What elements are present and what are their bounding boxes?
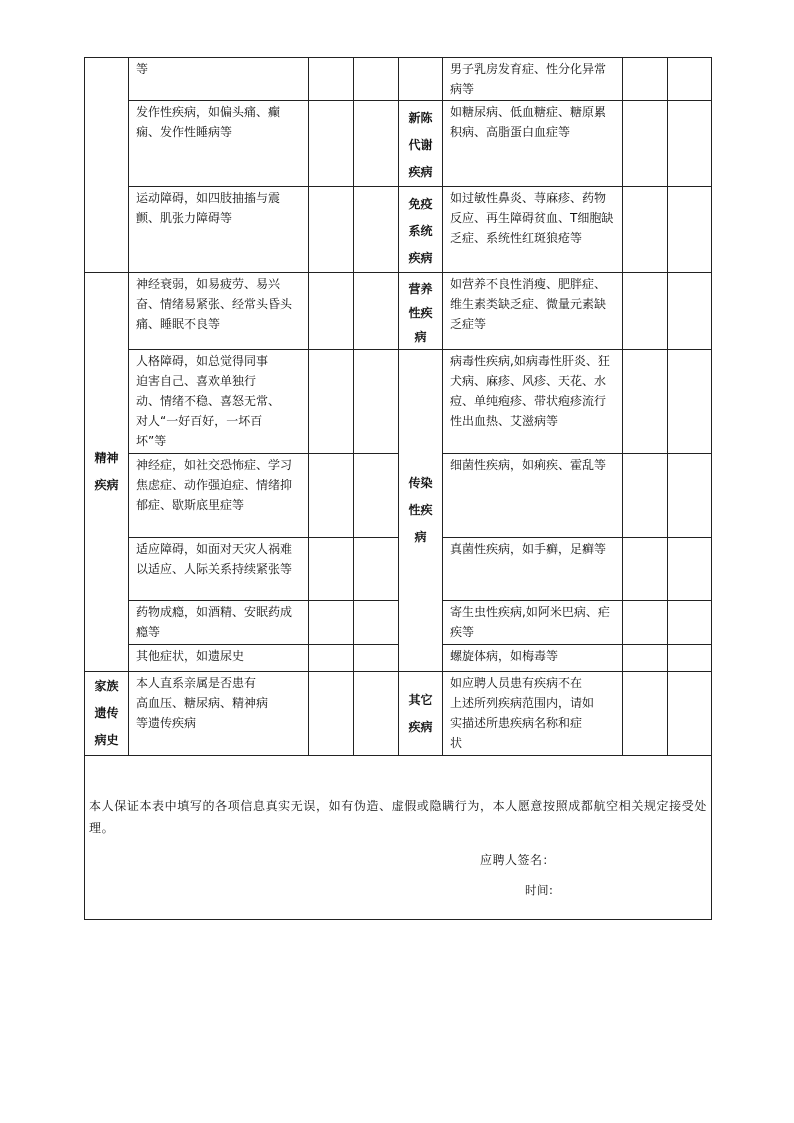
yes-checkbox-cell[interactable] bbox=[309, 454, 354, 538]
date-label: 时间: bbox=[525, 883, 554, 897]
no-checkbox-cell[interactable] bbox=[354, 101, 399, 187]
condition-cell: 适应障碍，如面对天灾人祸难以适应、人际关系持续紧张等 bbox=[129, 538, 309, 601]
category-cell-continued bbox=[85, 58, 129, 273]
condition-cell: 人格障碍，如总觉得同事 迫害自己、喜欢单独行 动、情绪不稳、喜怒无常、 对人“一好百好，一坏百 坏”等 bbox=[129, 350, 309, 454]
table-row bbox=[85, 672, 712, 756]
table-row bbox=[85, 101, 712, 187]
no-checkbox-cell[interactable] bbox=[354, 645, 399, 672]
category-immune: 免疫系统疾病 bbox=[399, 187, 443, 273]
no-checkbox-cell[interactable] bbox=[668, 187, 712, 273]
yes-checkbox-cell[interactable] bbox=[623, 273, 668, 350]
condition-cell: 如糖尿病、低血糖症、糖原累积病、高脂蛋白血症等 bbox=[443, 101, 623, 187]
category-family-history bbox=[85, 672, 129, 756]
condition-cell: 真菌性疾病，如手癣，足癣等 bbox=[443, 538, 623, 601]
no-checkbox-cell[interactable] bbox=[354, 58, 399, 101]
no-checkbox-cell[interactable] bbox=[354, 538, 399, 601]
yes-checkbox-cell[interactable] bbox=[623, 187, 668, 273]
condition-cell: 发作性疾病，如偏头痛、癫痫、发作性睡病等 bbox=[129, 101, 309, 187]
health-declaration-table bbox=[84, 57, 712, 920]
yes-checkbox-cell[interactable] bbox=[309, 273, 354, 350]
condition-cell: 螺旋体病，如梅毒等 bbox=[443, 645, 623, 672]
yes-checkbox-cell[interactable] bbox=[623, 672, 668, 756]
category-other bbox=[399, 672, 443, 756]
yes-checkbox-cell[interactable] bbox=[309, 101, 354, 187]
declaration-row bbox=[85, 756, 712, 920]
condition-cell: 神经症，如社交恐怖症、学习焦虑症、动作强迫症、情绪抑郁症、歇斯底里症等 bbox=[129, 454, 309, 538]
no-checkbox-cell[interactable] bbox=[354, 601, 399, 645]
yes-checkbox-cell[interactable] bbox=[623, 645, 668, 672]
declaration-text: 本人保证本表中填写的各项信息真实无误，如有伪造、虚假或隐瞒行为，本人愿意按照成都航空相关规定接受处理。 bbox=[89, 799, 707, 835]
no-checkbox-cell[interactable] bbox=[668, 645, 712, 672]
category-metabolic: 新陈代谢疾病 bbox=[399, 101, 443, 187]
no-checkbox-cell[interactable] bbox=[354, 672, 399, 756]
no-checkbox-cell[interactable] bbox=[668, 350, 712, 454]
no-checkbox-cell[interactable] bbox=[668, 538, 712, 601]
category-cell-continued bbox=[399, 58, 443, 101]
yes-checkbox-cell[interactable] bbox=[309, 350, 354, 454]
table-row bbox=[85, 350, 712, 454]
yes-checkbox-cell[interactable] bbox=[309, 58, 354, 101]
no-checkbox-cell[interactable] bbox=[668, 273, 712, 350]
category-nutritional: 营养性疾病 bbox=[399, 273, 443, 350]
no-checkbox-cell[interactable] bbox=[354, 350, 399, 454]
no-checkbox-cell[interactable] bbox=[668, 454, 712, 538]
table-row bbox=[85, 58, 712, 101]
yes-checkbox-cell[interactable] bbox=[309, 187, 354, 273]
condition-cell: 如营养不良性消瘦、肥胖症、维生素类缺乏症、微量元素缺乏症等 bbox=[443, 273, 623, 350]
table-row bbox=[85, 645, 712, 672]
no-checkbox-cell[interactable] bbox=[354, 273, 399, 350]
no-checkbox-cell[interactable] bbox=[354, 454, 399, 538]
condition-cell: 本人直系亲属是否患有 高血压、糖尿病、精神病 等遗传疾病 bbox=[129, 672, 309, 756]
no-checkbox-cell[interactable] bbox=[668, 58, 712, 101]
no-checkbox-cell[interactable] bbox=[354, 187, 399, 273]
yes-checkbox-cell[interactable] bbox=[623, 601, 668, 645]
yes-checkbox-cell[interactable] bbox=[309, 601, 354, 645]
condition-cell: 细菌性疾病，如痢疾、霍乱等 bbox=[443, 454, 623, 538]
table-row bbox=[85, 454, 712, 538]
table-row bbox=[85, 187, 712, 273]
table-row bbox=[85, 538, 712, 601]
category-family-history-label: 家族遗传病史 bbox=[94, 679, 119, 747]
no-checkbox-cell[interactable] bbox=[668, 101, 712, 187]
yes-checkbox-cell[interactable] bbox=[623, 538, 668, 601]
condition-cell: 如过敏性鼻炎、荨麻疹、药物反应、再生障碍贫血、T细胞缺乏症、系统性红斑狼疮等 bbox=[443, 187, 623, 273]
condition-cell: 如应聘人员患有疾病不在 上述所列疾病范围内，请如 实描述所患疾病名称和症 状 bbox=[443, 672, 623, 756]
condition-cell: 寄生虫性疾病,如阿米巴病、疟疾等 bbox=[443, 601, 623, 645]
no-checkbox-cell[interactable] bbox=[668, 672, 712, 756]
no-checkbox-cell[interactable] bbox=[668, 601, 712, 645]
declaration-cell bbox=[85, 756, 712, 920]
condition-cell: 病毒性疾病,如病毒性肝炎、狂犬病、麻疹、风疹、天花、水痘、单纯疱疹、带状疱疹流行性出血热、艾滋病等 bbox=[443, 350, 623, 454]
condition-cell: 其他症状，如遗尿史 bbox=[129, 645, 309, 672]
condition-cell: 药物成瘾，如酒精、安眠药成瘾等 bbox=[129, 601, 309, 645]
table-row bbox=[85, 273, 712, 350]
category-mental-label: 精神疾病 bbox=[94, 451, 119, 492]
category-infectious-label: 传染性疾病 bbox=[408, 476, 433, 544]
yes-checkbox-cell[interactable] bbox=[309, 672, 354, 756]
yes-checkbox-cell[interactable] bbox=[623, 454, 668, 538]
condition-cell: 男子乳房发育症、性分化异常病等 bbox=[443, 58, 623, 101]
yes-checkbox-cell[interactable] bbox=[623, 58, 668, 101]
condition-cell: 运动障碍，如四肢抽搐与震颤、肌张力障碍等 bbox=[129, 187, 309, 273]
yes-checkbox-cell[interactable] bbox=[309, 645, 354, 672]
yes-checkbox-cell[interactable] bbox=[309, 538, 354, 601]
yes-checkbox-cell[interactable] bbox=[623, 101, 668, 187]
category-other-label: 其它疾病 bbox=[408, 692, 433, 734]
category-infectious bbox=[399, 350, 443, 672]
condition-cell: 神经衰弱，如易疲劳、易兴奋、情绪易紧张、经常头昏头痛、睡眠不良等 bbox=[129, 273, 309, 350]
table-row bbox=[85, 601, 712, 645]
signature-label: 应聘人签名： bbox=[480, 853, 556, 867]
category-mental bbox=[85, 273, 129, 672]
condition-cell: 等 bbox=[129, 58, 309, 101]
yes-checkbox-cell[interactable] bbox=[623, 350, 668, 454]
